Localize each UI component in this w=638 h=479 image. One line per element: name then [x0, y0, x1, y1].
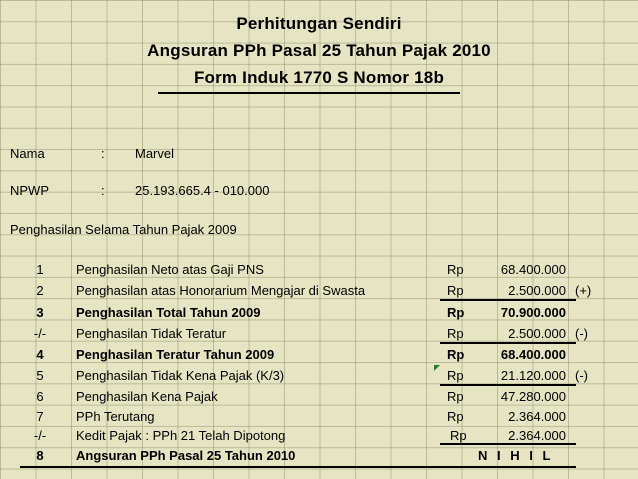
row-description: Penghasilan atas Honorarium Mengajar di Swasta [76, 283, 366, 298]
row-currency: Rp [447, 305, 465, 320]
row-number: -/- [33, 326, 47, 341]
row-currency: Rp [447, 389, 464, 404]
name-colon: : [101, 146, 105, 161]
row-amount: 70.900.000 [500, 305, 566, 320]
row-number: 2 [36, 283, 44, 298]
row-number: 4 [36, 347, 44, 362]
name-value: Marvel [135, 146, 175, 161]
row-number: 8 [36, 448, 44, 463]
table-row [0, 259, 638, 280]
row-description: Angsuran PPh Pasal 25 Tahun 2010 [76, 448, 296, 463]
row-description: Penghasilan Tidak Kena Pajak (K/3) [76, 368, 285, 383]
title-line-2: Angsuran PPh Pasal 25 Tahun Pajak 2010 [147, 41, 491, 60]
row-currency: Rp [447, 326, 464, 341]
row-currency: Rp [450, 428, 467, 443]
table-row [0, 365, 638, 386]
row-number: 3 [36, 305, 44, 320]
table-row [0, 406, 638, 427]
title-underline [158, 92, 460, 94]
row-amount: 2.500.000 [508, 283, 566, 298]
table-bottom-line [20, 466, 576, 468]
table-row [0, 280, 638, 301]
row-number: 5 [36, 368, 44, 383]
row-result: N I H I L [478, 448, 554, 463]
row-operator: (-) [575, 368, 588, 383]
row-currency: Rp [447, 262, 464, 277]
name-label: Nama [10, 146, 45, 161]
row-amount: 47.280.000 [500, 389, 566, 404]
row-description: Penghasilan Neto atas Gaji PNS [76, 262, 264, 277]
row-amount: 68.400.000 [500, 262, 566, 277]
row-amount: 68.400.000 [500, 347, 566, 362]
table-row [0, 302, 638, 323]
row-operator: (+) [575, 283, 592, 298]
row-number: 7 [36, 409, 44, 424]
sum-underline [440, 299, 576, 301]
title-line-3: Form Induk 1770 S Nomor 18b [193, 68, 445, 87]
row-currency: Rp [447, 347, 465, 362]
row-number: 1 [36, 262, 44, 277]
row-amount: 2.500.000 [508, 326, 566, 341]
table-row [0, 344, 638, 365]
row-currency: Rp [447, 409, 464, 424]
title-line-1: Perhitungan Sendiri [236, 14, 402, 33]
row-number: -/- [33, 428, 47, 443]
row-description: Penghasilan Teratur Tahun 2009 [76, 347, 275, 362]
npwp-value: 25.193.665.4 - 010.000 [135, 183, 270, 198]
row-description: Penghasilan Kena Pajak [76, 389, 218, 404]
row-amount: 2.364.000 [508, 409, 566, 424]
row-number: 6 [36, 389, 44, 404]
title-block [0, 10, 638, 91]
row-description: Penghasilan Total Tahun 2009 [76, 305, 261, 320]
table-row [0, 445, 638, 466]
row-operator: (-) [575, 326, 588, 341]
row-amount: 21.120.000 [500, 368, 566, 383]
row-currency: Rp [447, 283, 464, 298]
row-description: Kedit Pajak : PPh 21 Telah Dipotong [76, 428, 286, 443]
row-description: Penghasilan Tidak Teratur [76, 326, 227, 341]
table-row [0, 386, 638, 407]
section-heading: Penghasilan Selama Tahun Pajak 2009 [10, 222, 237, 237]
row-amount: 2.364.000 [508, 428, 566, 443]
npwp-colon: : [101, 183, 105, 198]
npwp-label: NPWP [10, 183, 49, 198]
row-description: PPh Terutang [76, 409, 155, 424]
row-currency: Rp [447, 368, 464, 383]
table-row [0, 323, 638, 344]
